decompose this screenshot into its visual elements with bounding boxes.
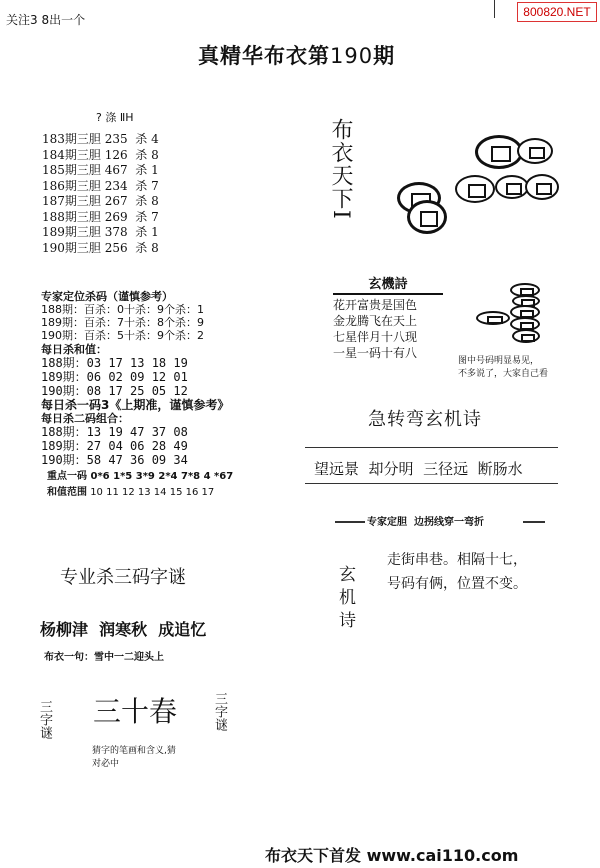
twist-title: 急转弯玄机诗 bbox=[368, 409, 482, 430]
daily-sum-row: 188期：03 17 13 18 19 bbox=[41, 356, 188, 370]
page-title bbox=[198, 40, 395, 70]
riddle-hint: 对必中 bbox=[92, 759, 120, 769]
history-row: 188期三胆 269 杀 7 bbox=[42, 209, 159, 224]
divider bbox=[335, 521, 365, 523]
riddle-center: 三十春 bbox=[93, 695, 178, 728]
daily-sum-row: 189期：06 02 09 12 01 bbox=[41, 370, 188, 384]
daily-two-heading: 每日杀二码组合： bbox=[41, 412, 129, 425]
riddle-hint: 猜字的笔画和含义,猜 bbox=[92, 746, 176, 756]
divider bbox=[305, 483, 558, 484]
expert-kill-row: 190期：百杀：5十杀：9个杀：2 bbox=[41, 329, 204, 342]
divider bbox=[305, 447, 558, 448]
daily-two-row: 189期：27 04 06 28 49 bbox=[41, 439, 188, 453]
verse-line: 号码有俩，位置不变。 bbox=[387, 576, 527, 592]
history-row: 189期三胆 378 杀 1 bbox=[42, 225, 159, 239]
verse-line: 走街串巷。相隔十七， bbox=[387, 552, 527, 568]
history-list bbox=[42, 132, 159, 256]
daily-two-row: 190期：58 47 36 09 34 bbox=[41, 453, 188, 467]
history-row: 190期三胆 256 杀 8 bbox=[42, 240, 159, 255]
daily-sum-row: 190期：08 17 25 05 12 bbox=[41, 384, 188, 398]
expert-kill-heading: 专家定位杀码（谨慎参考） bbox=[41, 290, 173, 303]
sum-range-values: 10 11 12 13 14 15 16 17 bbox=[90, 487, 215, 498]
history-row: 187期三胆 267 杀 8 bbox=[42, 194, 159, 208]
coin-stack-image bbox=[470, 283, 560, 348]
history-heading: ? 涤 ⅡH bbox=[96, 111, 134, 124]
riddle-right-label: 三字谜 bbox=[212, 692, 227, 731]
expert-kill-block bbox=[41, 290, 233, 499]
top-left-note: 关注3 8出一个 bbox=[6, 13, 86, 27]
divider bbox=[523, 521, 545, 523]
coins-image bbox=[395, 130, 565, 240]
history-row: 186期三胆 234 杀 7 bbox=[42, 178, 159, 193]
riddle-left-label: 三字谜 bbox=[37, 700, 52, 739]
mystery-poem bbox=[333, 273, 443, 361]
site-badge[interactable]: 800820.NET bbox=[517, 2, 597, 22]
history-row: 185期三胆 467 杀 1 bbox=[42, 163, 159, 177]
riddle-heading: 专业杀三码字谜 bbox=[60, 567, 186, 588]
focus-code: 重点一码 0*6 1*5 3*9 2*4 7*8 4 *67 bbox=[47, 471, 234, 482]
riddle-line: 布衣一句：雪中一二迎头上 bbox=[44, 652, 164, 663]
mystery-poem-line: 金龙腾飞在天上 bbox=[333, 314, 418, 328]
sum-range bbox=[47, 486, 233, 499]
riddle-poem: 杨柳津 润寒秋 成追忆 bbox=[40, 620, 207, 639]
mystery-poem-line: 一星一码十有八 bbox=[333, 346, 418, 360]
mystery-poem-title: 玄機詩 bbox=[333, 273, 443, 295]
sum-range-label: 和值范围 bbox=[47, 487, 87, 498]
daily-two-row: 188期：13 19 47 37 08 bbox=[41, 425, 188, 439]
image-caption: 图中号码明显易见， bbox=[458, 356, 540, 366]
brand-vertical: 布衣天下I bbox=[328, 118, 353, 220]
title-prefix: 真精华布衣第 bbox=[198, 44, 330, 68]
corner-divider bbox=[494, 0, 495, 18]
history-row: 183期三胆 235 杀 4 bbox=[42, 132, 159, 146]
verse-label: 玄机诗 bbox=[335, 565, 355, 634]
daily-one-heading: 每日杀一码3《上期准，谨慎参考》 bbox=[41, 398, 230, 412]
mystery-poem-line: 花开富贵是国色 bbox=[333, 298, 418, 312]
mystery-poem-line: 七星伴月十八现 bbox=[333, 330, 418, 344]
title-suffix: 期 bbox=[373, 44, 396, 68]
daily-sum-heading: 每日杀和值： bbox=[41, 343, 107, 356]
expert-kill-row: 188期：百杀：0十杀：9个杀：1 bbox=[41, 303, 204, 316]
title-issue: 190 bbox=[330, 44, 374, 68]
verse-block bbox=[387, 548, 527, 596]
expert-gall: 专家定胆 边拐线穿一弯折 bbox=[367, 517, 484, 528]
history-row: 184期三胆 126 杀 8 bbox=[42, 147, 159, 162]
footer-text: 布衣天下首发 www.cai110.com bbox=[265, 846, 519, 865]
image-caption: 不多说了，大家自己看 bbox=[458, 369, 549, 379]
expert-kill-row: 189期：百杀：7十杀：8个杀：9 bbox=[41, 316, 204, 329]
twist-line: 望远景 却分明 三径远 断肠水 bbox=[314, 460, 523, 478]
